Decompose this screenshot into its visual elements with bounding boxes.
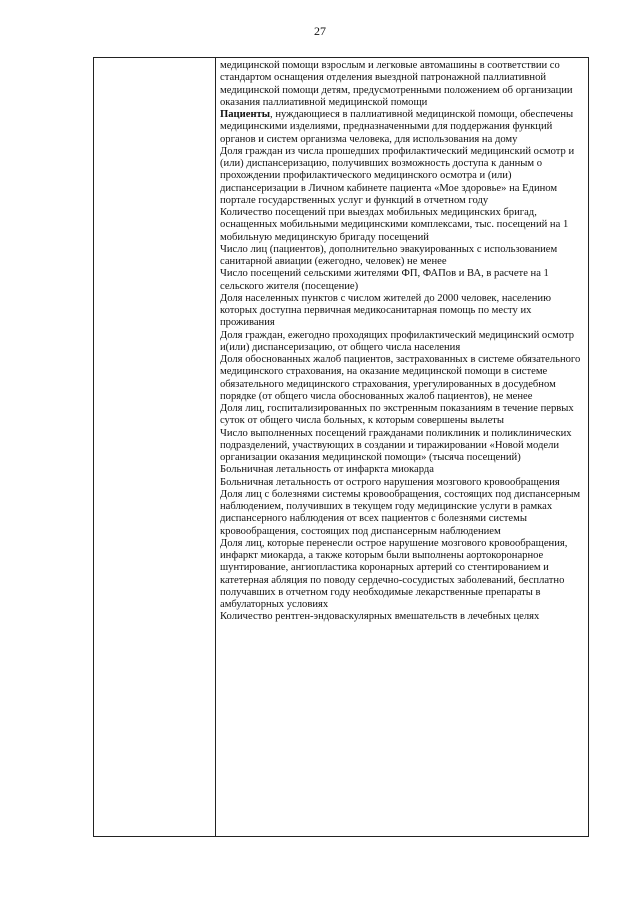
table-entry: Больничная летальность от инфаркта миокарда [220, 464, 434, 476]
table-entry: Количество рентген-эндоваскулярных вмешательств в лечебных целях [220, 611, 540, 623]
entry-bold-lead: Пациенты [220, 109, 271, 120]
table-entry: Число посещений сельскими жителями ФП, ФАПов и ВА, в расчете на 1 сельского жителя (посещение) [220, 268, 549, 292]
page-number: 27 [314, 24, 326, 38]
table-entry: Пациенты, нуждающиеся в паллиативной медицинской помощи, обеспечены медицинскими изделиями, предназначенными для поддержания функций органов и систем организма человека, для использования на дому [220, 109, 574, 145]
table-left-column [94, 58, 216, 836]
table-entry: Количество посещений при выездах мобильных медицинских бригад, оснащенных мобильными медицинскими комплексами, тыс. посещений на 1 мобильную медицинскую бригаду посещений [220, 207, 569, 243]
table-entry: Число выполненных посещений гражданами поликлиник и поликлинических подразделений, участвующих в создании и тиражировании «Новой модели организации оказания медицинской помощи» (тысяча посещений) [220, 427, 572, 463]
table-entry: Доля лиц с болезнями системы кровообращения, состоящих под диспансерным наблюдением, получивших в текущем году медицинские услуги в рамках диспансерного наблюдения от всех пациентов с болезнями системы кровообращения, состоящих под диспансерным наблюдением [220, 488, 581, 537]
table-right-column [216, 58, 588, 836]
table-entry: Доля граждан, ежегодно проходящих профилактический медицинский осмотр и(или) диспансеризацию, от общего числа населения [220, 329, 575, 353]
table-entry: медицинской помощи взрослым и легковые автомашины в соответствии со стандартом оснащения отделения выездной патронажной паллиативной медицинской помощи детям, предусмотренными положением об организации оказания паллиативной медицинской помощи [220, 60, 573, 108]
table-entry: Доля лиц, госпитализированных по экстренным показаниям в течение первых суток от общего числа больных, к которым совершены вылеты [220, 403, 574, 427]
table-entry: Доля граждан из числа прошедших профилактический медицинский осмотр и (или) диспансеризацию, получивших возможность доступа к данным о прохождении профилактического медицинского осмотра и (или) диспансеризации в Личном кабинете пациента «Мое здоровье» на Едином портале государственных услуг и функций в отчетном году [220, 145, 575, 206]
table-entry: Число лиц (пациентов), дополнительно эвакуированных с использованием санитарной авиации (ежегодно, человек) не менее [220, 243, 558, 267]
table-entry: Доля обоснованных жалоб пациентов, застрахованных в системе обязательного медицинского страхования, на оказание медицинской помощи в системе обязательного медицинского страхования, урегулированных в досудебном порядке (от общего числа обоснованных жалоб пациентов), не менее [220, 354, 581, 402]
indicator-table [93, 57, 589, 837]
table-entry: Доля населенных пунктов с числом жителей до 2000 человек, населению которых доступна первичная медикосанитарная помощь по месту их проживания [220, 292, 551, 329]
table-entry: Больничная летальность от острого нарушения мозгового кровообращения [220, 476, 560, 488]
table-entry: Доля лиц, которые перенесли острое нарушение мозгового кровообращения, инфаркт миокарда, а также которым были выполнены аортокоронарное шунтирование, ангиопластика коронарных артерий со стентированием и катетерная абляция по поводу сердечно-сосудистых заболеваний, бесплатно получавших в отчетном году необходимые лекарственные препараты в амбулаторных условиях [220, 537, 568, 610]
